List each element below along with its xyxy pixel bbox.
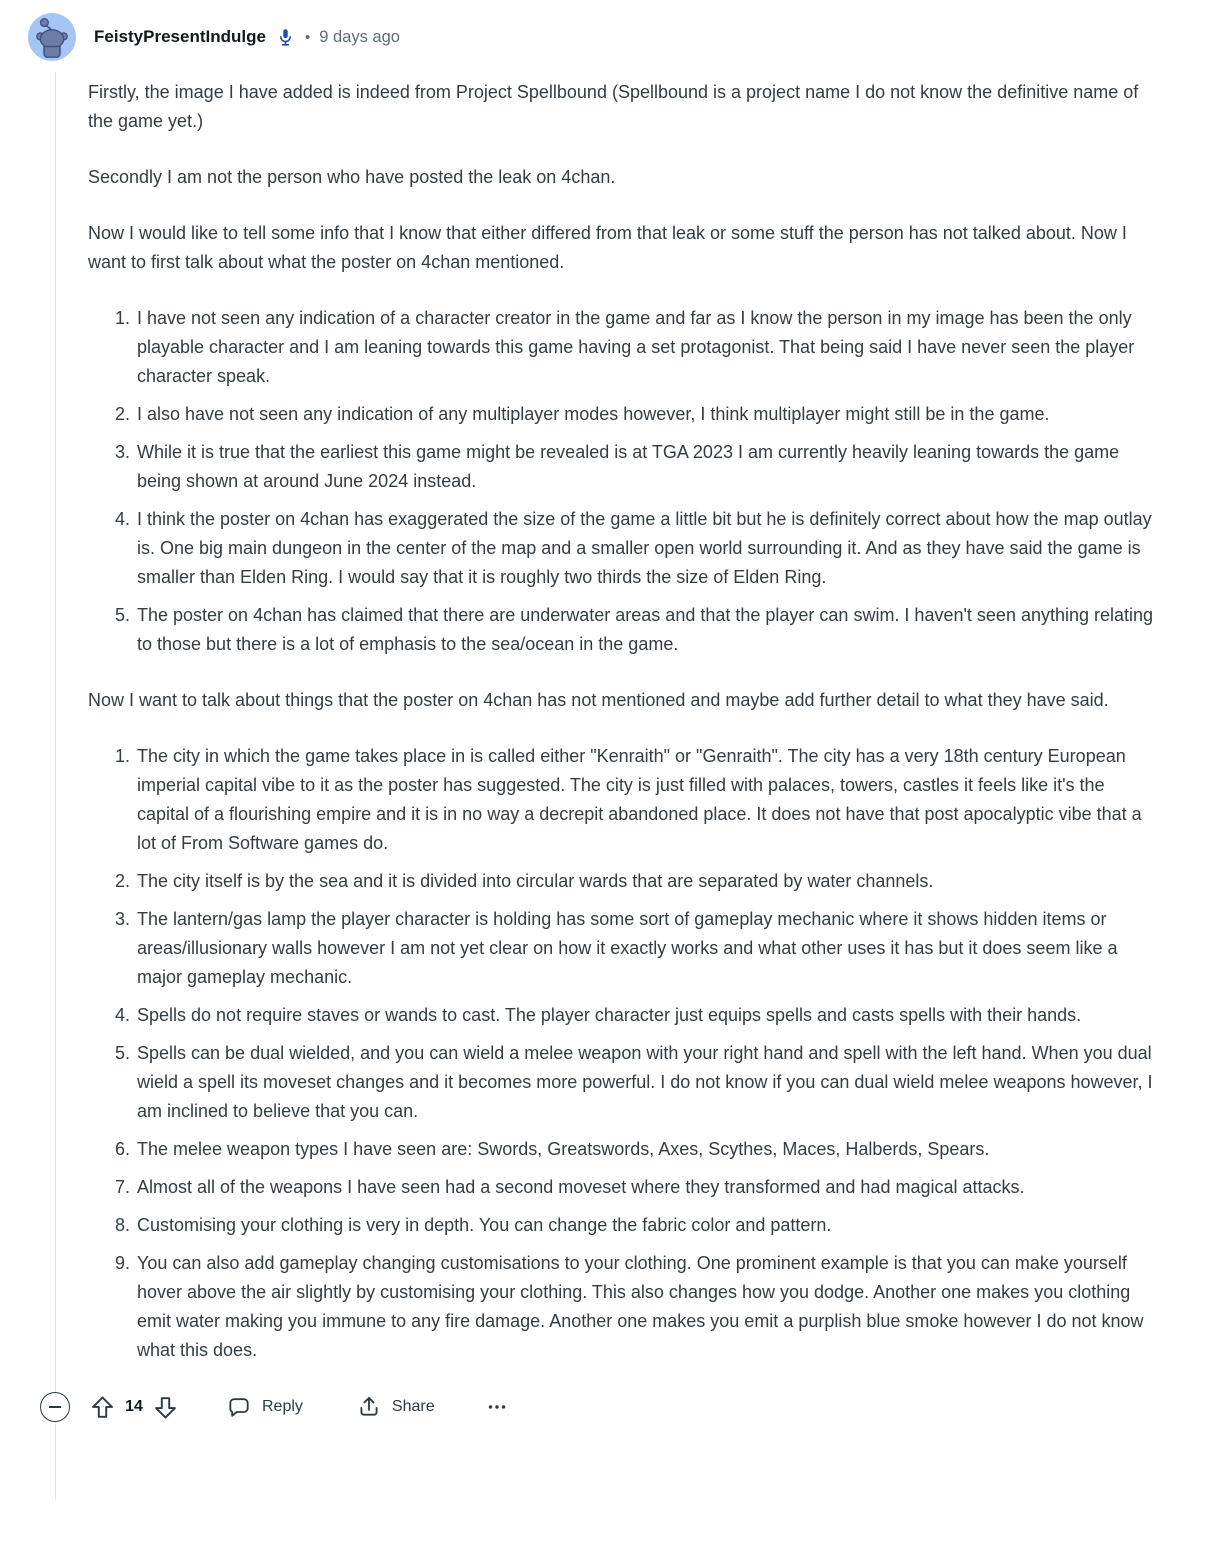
comment-action-bar	[40, 1392, 1213, 1422]
reply-button[interactable]	[226, 1394, 303, 1420]
share-label: Share	[391, 1398, 435, 1415]
list-item: 4. Spells do not require staves or wands to cast. The player character just equips spells and casts spells with their hands.	[135, 1001, 1155, 1030]
speech-bubble-icon	[226, 1394, 252, 1420]
minus-icon	[49, 1406, 61, 1408]
comment-author[interactable]: FeistyPresentIndulge	[94, 27, 266, 46]
list-item: 1. I have not seen any indication of a character creator in the game and far as I know the person in my image has been the only playable character and I am leaning towards this game having a set protagonist. That being said I have never seen the player character speak.	[135, 304, 1155, 391]
list-4chan-points	[88, 304, 1155, 659]
ellipsis-icon	[484, 1394, 510, 1420]
paragraph-intro-3: Now I would like to tell some info that I know that either differed from that leak or some stuff the person has not talked about. Now I want to first talk about what the poster on 4chan mentioned.	[88, 223, 1127, 272]
upvote-button[interactable]	[89, 1394, 116, 1421]
list-item: 8. Customising your clothing is very in depth. You can change the fabric color and pattern.	[135, 1211, 1155, 1240]
list-item: 9. You can also add gameplay changing customisations to your clothing. One prominent example is that you can make yourself hover above the air slightly by customising your clothing. This also changes how you dodge. Another one makes you clothing emit water making you immune to any fire damage. Another one makes you emit a purplish blue smoke however I do not know what this does.	[135, 1249, 1155, 1365]
vote-count: 14	[125, 1398, 143, 1415]
microphone-icon	[276, 27, 295, 48]
paragraph-intro-1: Firstly, the image I have added is indeed from Project Spellbound (Spellbound is a project name I do not know the definitive name of the game yet.)	[88, 82, 1139, 131]
vote-group	[89, 1394, 179, 1421]
arrow-down-icon	[152, 1394, 179, 1421]
reply-label: Reply	[262, 1398, 303, 1415]
arrow-up-icon	[89, 1394, 116, 1421]
list-item: 5. The poster on 4chan has claimed that there are underwater areas and that the player can swim. I haven't seen anything relating to those but there is a lot of emphasis to the sea/ocean in the game.	[135, 601, 1155, 659]
snoo-avatar-icon	[28, 13, 76, 61]
comment-thread-line	[55, 72, 56, 1500]
comment-body	[88, 78, 1155, 1365]
paragraph-intro-2: Secondly I am not the person who have posted the leak on 4chan.	[88, 167, 616, 187]
downvote-button[interactable]	[152, 1394, 179, 1421]
list-item: 2. The city itself is by the sea and it is divided into circular wards that are separated by water channels.	[135, 867, 1155, 896]
share-icon	[356, 1394, 382, 1420]
separator-dot: •	[304, 28, 311, 46]
list-item: 3. While it is true that the earliest this game might be revealed is at TGA 2023 I am currently heavily leaning towards the game being shown at around June 2024 instead.	[135, 438, 1155, 496]
list-item: 4. I think the poster on 4chan has exaggerated the size of the game a little bit but he is definitely correct about how the map outlay is. One big main dungeon in the center of the map and a smaller open world surrounding it. And as they have said the game is smaller than Elden Ring. I would say that it is roughly two thirds the size of Elden Ring.	[135, 505, 1155, 592]
share-button[interactable]	[356, 1394, 435, 1420]
list-additional-details	[88, 742, 1155, 1365]
list-item: 5. Spells can be dual wielded, and you can wield a melee weapon with your right hand and spell with the left hand. When you dual wield a spell its moveset changes and it becomes more powerful. I do not know if you can dual wield melee weapons however, I am inclined to believe that you can.	[135, 1039, 1155, 1126]
list-item: 1. The city in which the game takes place in is called either "Kenraith" or "Genraith". The city has a very 18th century European imperial capital vibe to it as the poster has suggested. The city is just filled with palaces, towers, castles it feels like it's the capital of a flourishing empire and it is in no way a decrepit abandoned place. It does not have that post apocalyptic vibe that a lot of From Software games do.	[135, 742, 1155, 858]
more-options-button[interactable]	[484, 1394, 510, 1420]
comment-timestamp: 9 days ago	[319, 27, 400, 46]
collapse-comment-button[interactable]	[40, 1392, 70, 1422]
list-item: 6. The melee weapon types I have seen are: Swords, Greatswords, Axes, Scythes, Maces, Halberds, Spears.	[135, 1135, 1155, 1164]
comment-header	[0, 0, 1213, 62]
list-item: 7. Almost all of the weapons I have seen had a second moveset where they transformed and had magical attacks.	[135, 1173, 1155, 1202]
list-item: 3. The lantern/gas lamp the player character is holding has some sort of gameplay mechanic where it shows hidden items or areas/illusionary walls however I am not yet clear on how it exactly works and what other uses it has but it does seem like a major gameplay mechanic.	[135, 905, 1155, 992]
avatar[interactable]	[28, 13, 76, 61]
list-item: 2. I also have not seen any indication of any multiplayer modes however, I think multiplayer might still be in the game.	[135, 400, 1155, 429]
paragraph-new-details: Now I want to talk about things that the poster on 4chan has not mentioned and maybe add further detail to what they have said.	[88, 690, 1109, 710]
